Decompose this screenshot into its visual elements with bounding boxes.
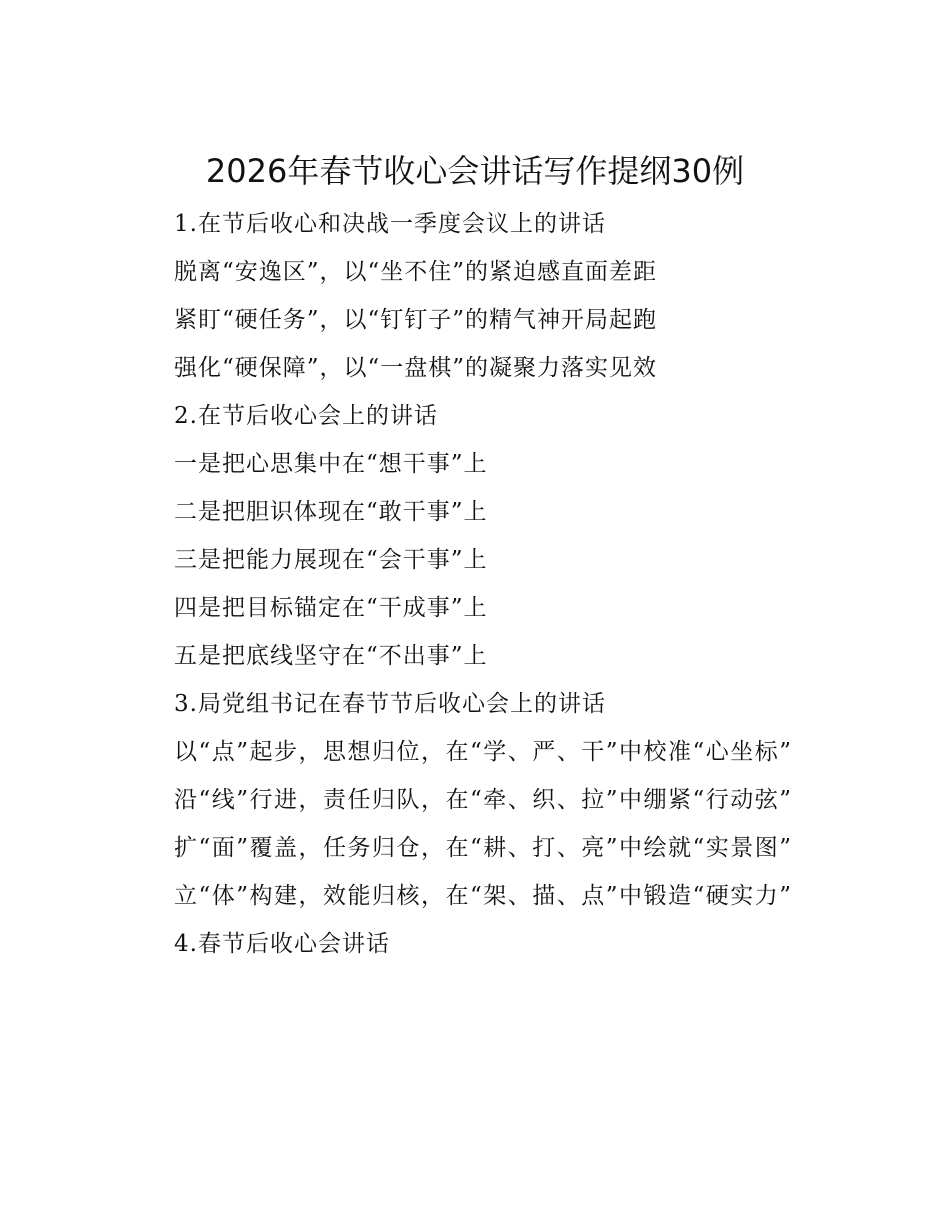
outline-line: 四是把目标锚定在“干成事”上 bbox=[174, 595, 488, 621]
outline-line: 二是把胆识体现在“敢干事”上 bbox=[174, 499, 488, 525]
outline-line: 一是把心思集中在“想干事”上 bbox=[174, 451, 488, 477]
heading-item-3: 3.局党组书记在春节节后收心会上的讲话 bbox=[174, 691, 606, 717]
heading-item-4: 4.春节后收心会讲话 bbox=[174, 931, 390, 957]
outline-line: 强化“硬保障”，以“一盘棋”的凝聚力落实见效 bbox=[174, 355, 658, 381]
outline-paragraph: 扩“面”覆盖，任务归仓，在“耕、打、亮”中绘就“实景图” bbox=[174, 835, 793, 861]
document-body bbox=[143, 200, 810, 968]
outline-line: 脱离“安逸区”，以“坐不住”的紧迫感直面差距 bbox=[174, 259, 658, 285]
outline-line: 三是把能力展现在“会干事”上 bbox=[174, 547, 488, 573]
outline-paragraph: 沿“线”行进，责任归队，在“牵、织、拉”中绷紧“行动弦” bbox=[174, 787, 793, 813]
heading-item-2: 2.在节后收心会上的讲话 bbox=[174, 403, 438, 429]
outline-paragraph: 以“点”起步，思想归位，在“学、严、干”中校准“心坐标” bbox=[174, 739, 793, 765]
outline-line: 紧盯“硬任务”，以“钉钉子”的精气神开局起跑 bbox=[174, 307, 658, 333]
heading-item-1: 1.在节后收心和决战一季度会议上的讲话 bbox=[174, 211, 606, 237]
outline-line: 五是把底线坚守在“不出事”上 bbox=[174, 643, 488, 669]
outline-paragraph: 立“体”构建，效能归核，在“架、描、点”中锻造“硬实力” bbox=[174, 883, 793, 909]
document-title: 2026年春节收心会讲话写作提纲30例 bbox=[205, 152, 745, 190]
